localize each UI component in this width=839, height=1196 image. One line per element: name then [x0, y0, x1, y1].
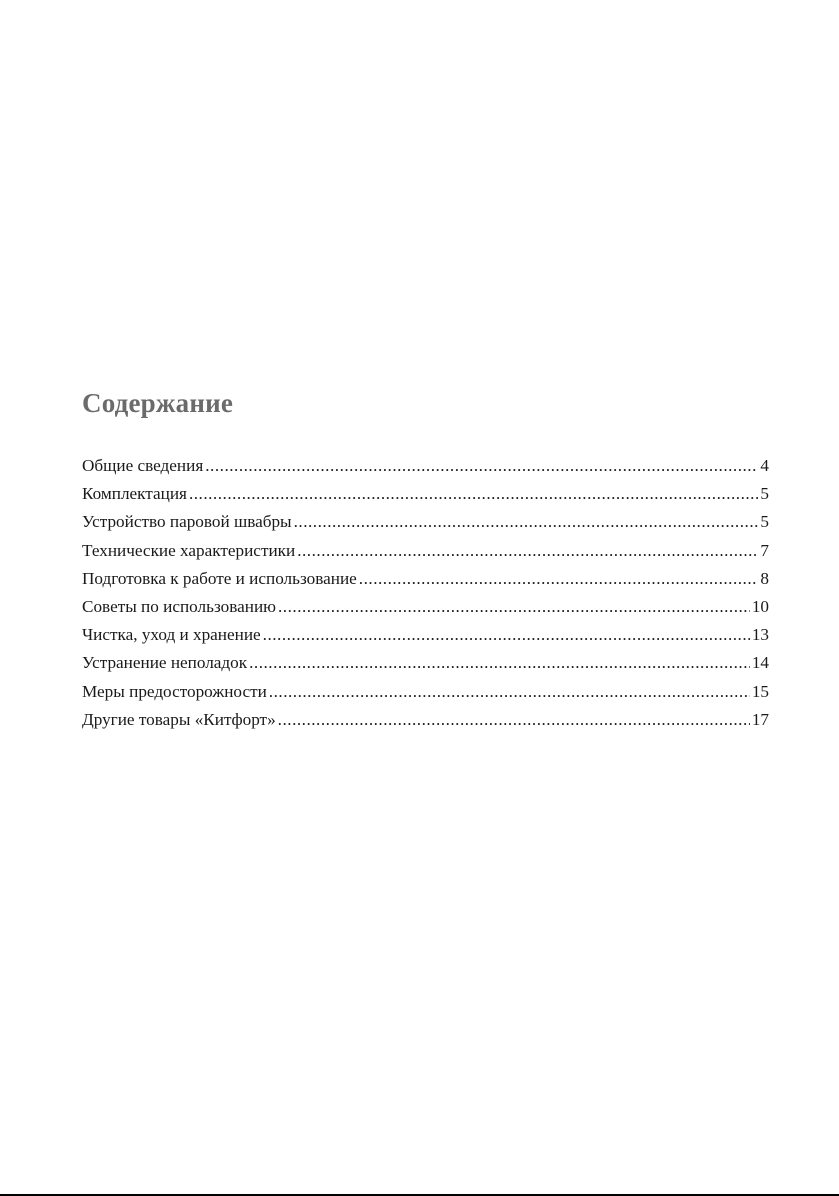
toc-entry-page: 4: [760, 456, 769, 475]
toc-entry[interactable]: [82, 537, 769, 565]
toc-entry-page: 17: [751, 709, 769, 729]
toc-entry-label: Технические характеристики: [82, 540, 296, 560]
toc-list: [82, 452, 769, 734]
toc-entry[interactable]: [82, 508, 769, 536]
toc-entry[interactable]: [82, 649, 769, 677]
toc-entry-label: Советы по использованию: [82, 596, 276, 616]
toc-entry-label: Комплектация: [82, 484, 187, 504]
toc-dot-leader: [278, 706, 750, 734]
toc-entry-page: 7: [760, 540, 769, 560]
toc-entry-label: Устранение неполадок: [82, 653, 248, 673]
toc-dot-leader: [269, 678, 750, 706]
toc-entry-page: 14: [751, 653, 769, 673]
toc-entry-page: 5: [760, 484, 769, 504]
toc-entry-label: Общие сведения: [82, 456, 204, 475]
toc-entry[interactable]: [82, 565, 769, 593]
toc-entry-page: 5: [760, 512, 769, 532]
toc-dot-leader: [189, 480, 758, 508]
toc-dot-leader: [205, 452, 758, 480]
toc-entry-page: 15: [751, 681, 769, 701]
toc-entry-label: Меры предосторожности: [82, 681, 267, 701]
toc-dot-leader: [297, 537, 758, 565]
toc-dot-leader: [278, 593, 750, 621]
toc-entry-label: Чистка, уход и хранение: [82, 625, 261, 645]
toc-entry-label: Устройство паровой швабры: [82, 512, 292, 532]
toc-entry[interactable]: [82, 452, 769, 480]
toc-entry[interactable]: [82, 480, 769, 508]
toc-dot-leader: [359, 565, 759, 593]
toc-entry-label: Другие товары «Китфорт»: [82, 709, 276, 729]
toc-title: Содержание: [82, 388, 234, 418]
toc-dot-leader: [294, 508, 759, 536]
toc-entry-label: Подготовка к работе и использование: [82, 568, 357, 588]
toc-dot-leader: [249, 649, 750, 677]
toc-entry-page: 13: [751, 625, 769, 645]
toc-entry[interactable]: [82, 678, 769, 706]
toc-entry-page: 10: [751, 596, 769, 616]
toc-entry-page: 8: [760, 568, 769, 588]
toc-entry[interactable]: [82, 706, 769, 734]
toc-entry[interactable]: [82, 593, 769, 621]
toc-dot-leader: [263, 621, 750, 649]
toc-entry[interactable]: [82, 621, 769, 649]
